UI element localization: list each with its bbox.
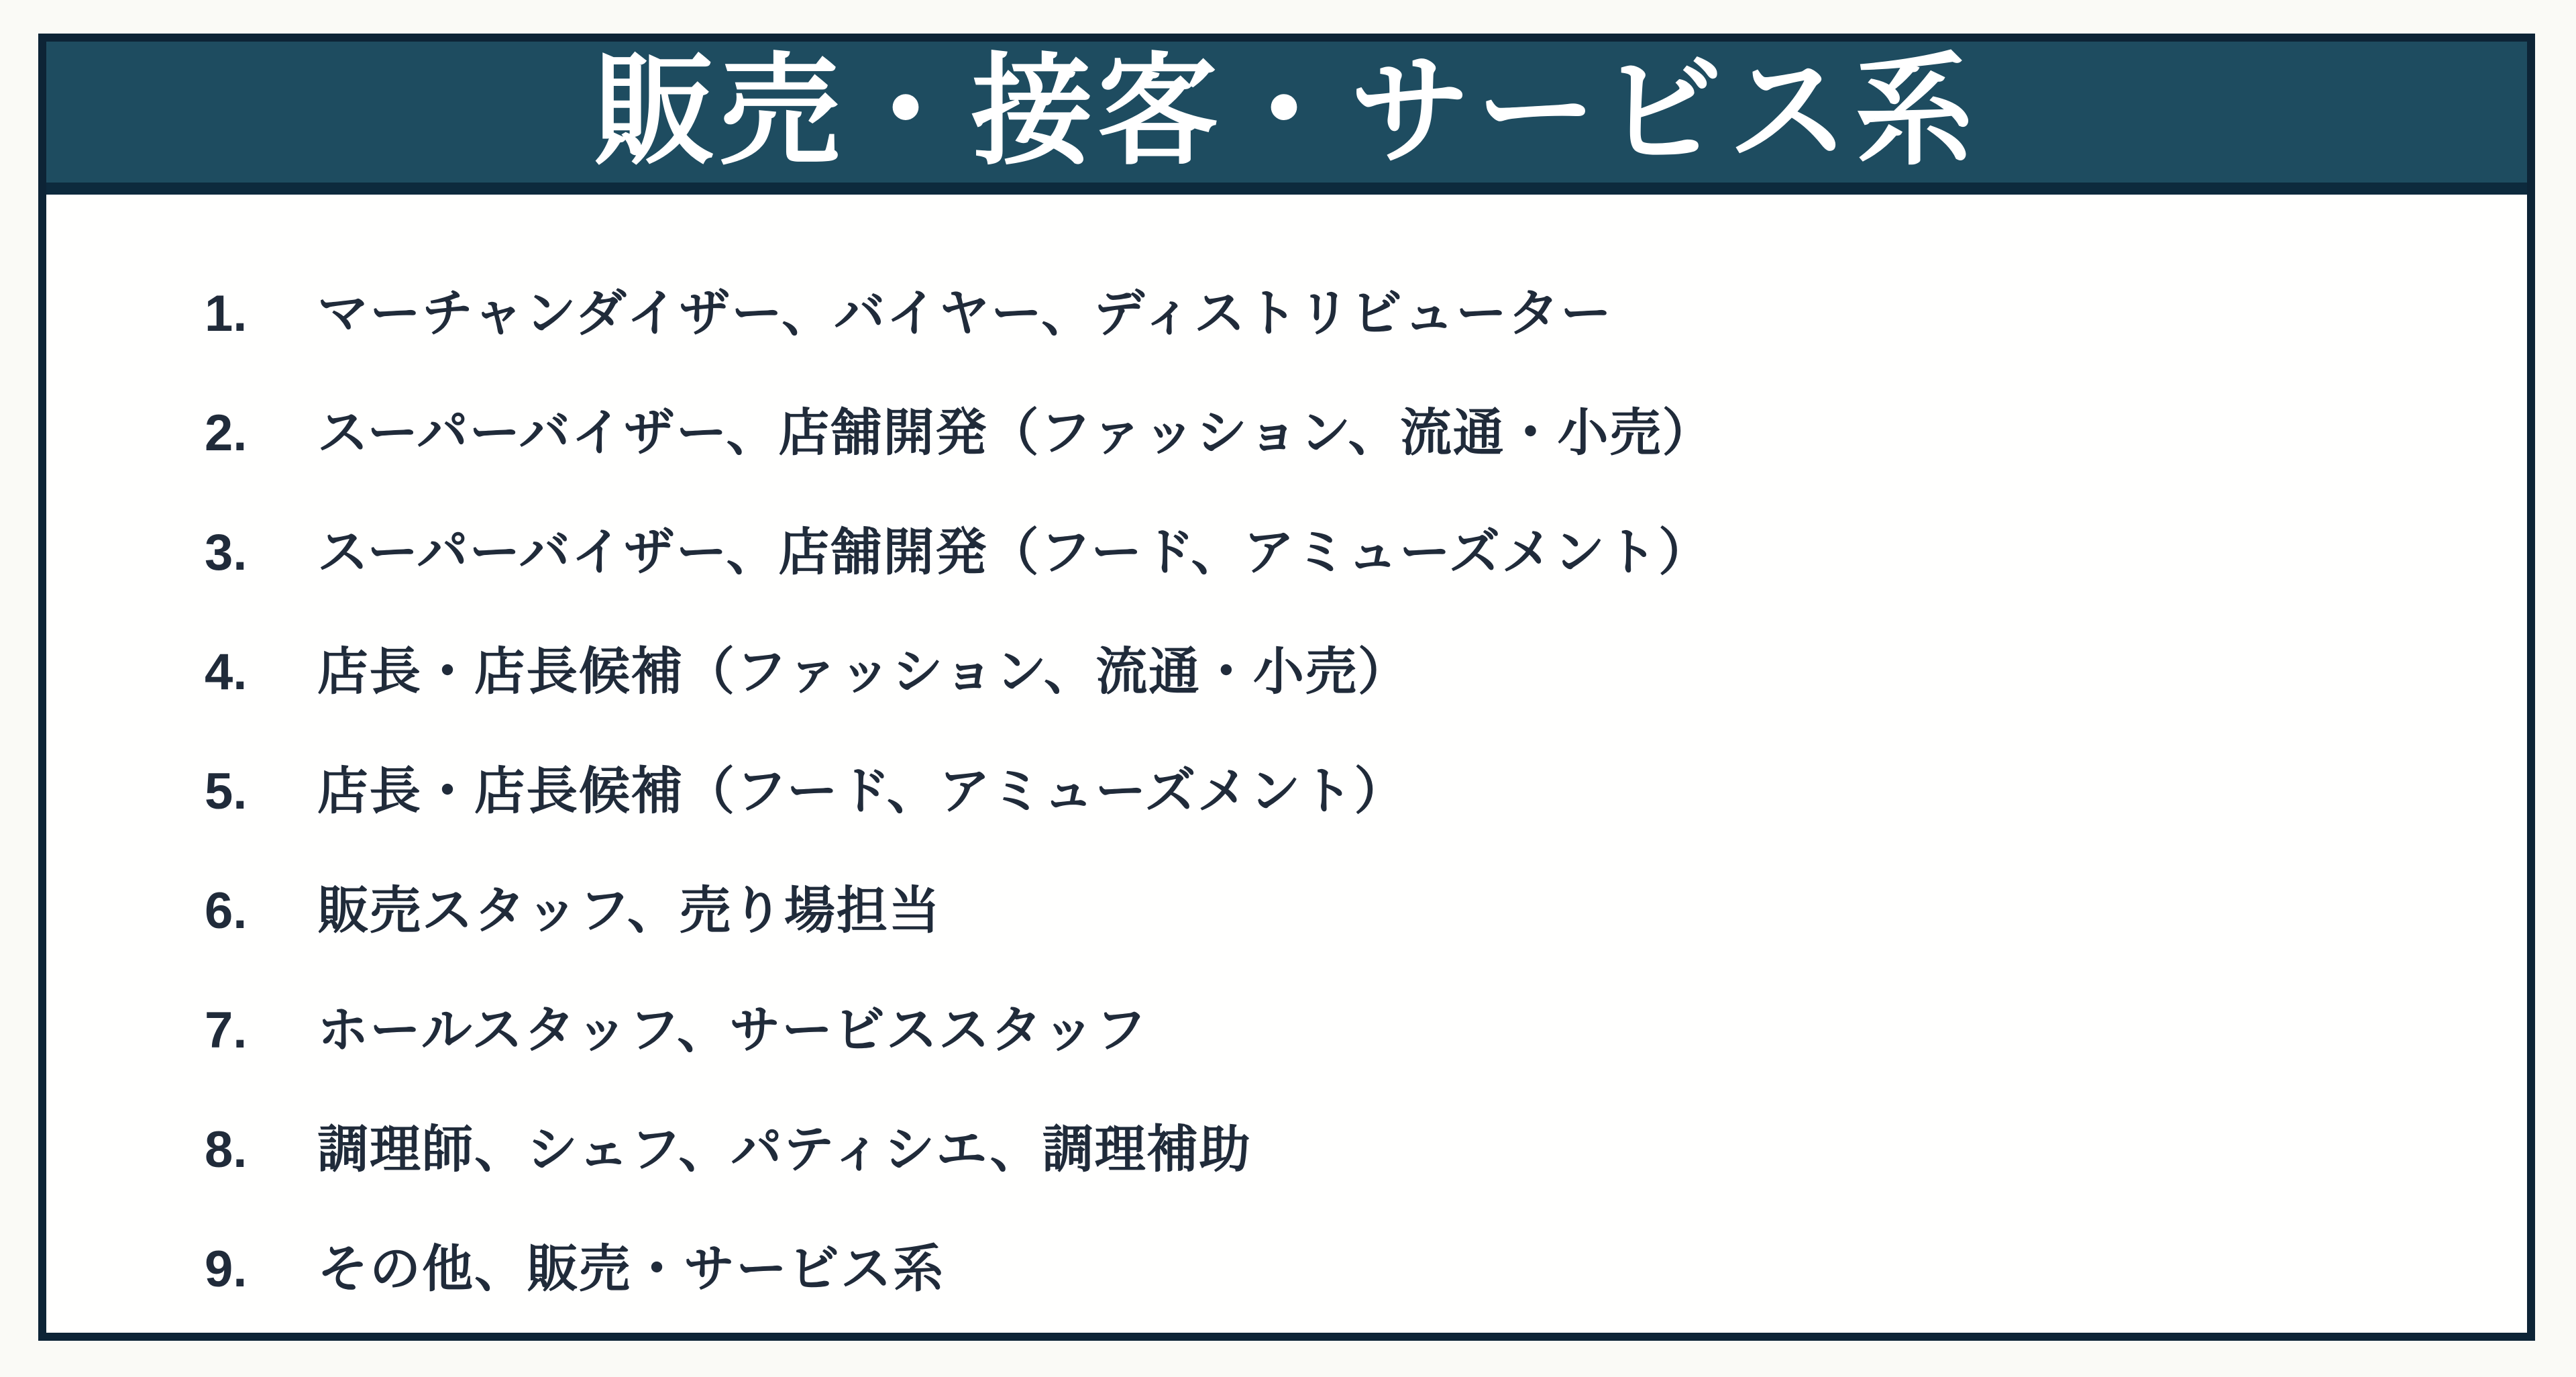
list-item — [205, 1121, 2487, 1178]
list-item-number: 7. — [205, 1002, 248, 1059]
list-item-label: マーチャンダイザー、バイヤー、ディストリビューター — [317, 285, 1613, 342]
list-item-label: 店長・店長候補（ファッション、流通・小売） — [317, 644, 1410, 701]
list-item-label: 調理師、シェフ、パティシエ、調理補助 — [317, 1121, 1252, 1178]
list-item-number: 8. — [205, 1121, 248, 1178]
list-item-number: 2. — [205, 405, 248, 462]
list-item-label: ホールスタッフ、サービススタッフ — [317, 1002, 1148, 1059]
list-item-label: スーパーバイザー、店舗開発（フード、アミューズメント） — [317, 524, 1711, 581]
list-item-label: スーパーバイザー、店舗開発（ファッション、流通・小売） — [317, 405, 1715, 462]
category-card — [38, 34, 2535, 1341]
list-item — [205, 763, 2487, 820]
list-item — [205, 405, 2487, 462]
list-item-number: 6. — [205, 882, 248, 939]
list-item-label: 店長・店長候補（フード、アミューズメント） — [317, 763, 1407, 820]
list-item-number: 1. — [205, 285, 248, 342]
list-item — [205, 524, 2487, 581]
list-item-label: その他、販売・サービス系 — [317, 1241, 945, 1298]
list-item-number: 4. — [205, 644, 248, 701]
list-item-number: 9. — [205, 1241, 248, 1298]
list-item — [205, 1241, 2487, 1298]
list-item-number: 5. — [205, 763, 248, 820]
list-item-number: 3. — [205, 524, 248, 581]
list-item — [205, 1002, 2487, 1059]
list-item — [205, 285, 2487, 342]
card-title: 販売・接客・サービス系 — [592, 44, 1980, 179]
card-header — [46, 42, 2527, 195]
job-category-list — [46, 285, 2527, 1298]
list-item — [205, 644, 2487, 701]
list-item-label: 販売スタッフ、売り場担当 — [317, 882, 941, 939]
card-body — [46, 195, 2527, 1298]
list-item — [205, 882, 2487, 939]
